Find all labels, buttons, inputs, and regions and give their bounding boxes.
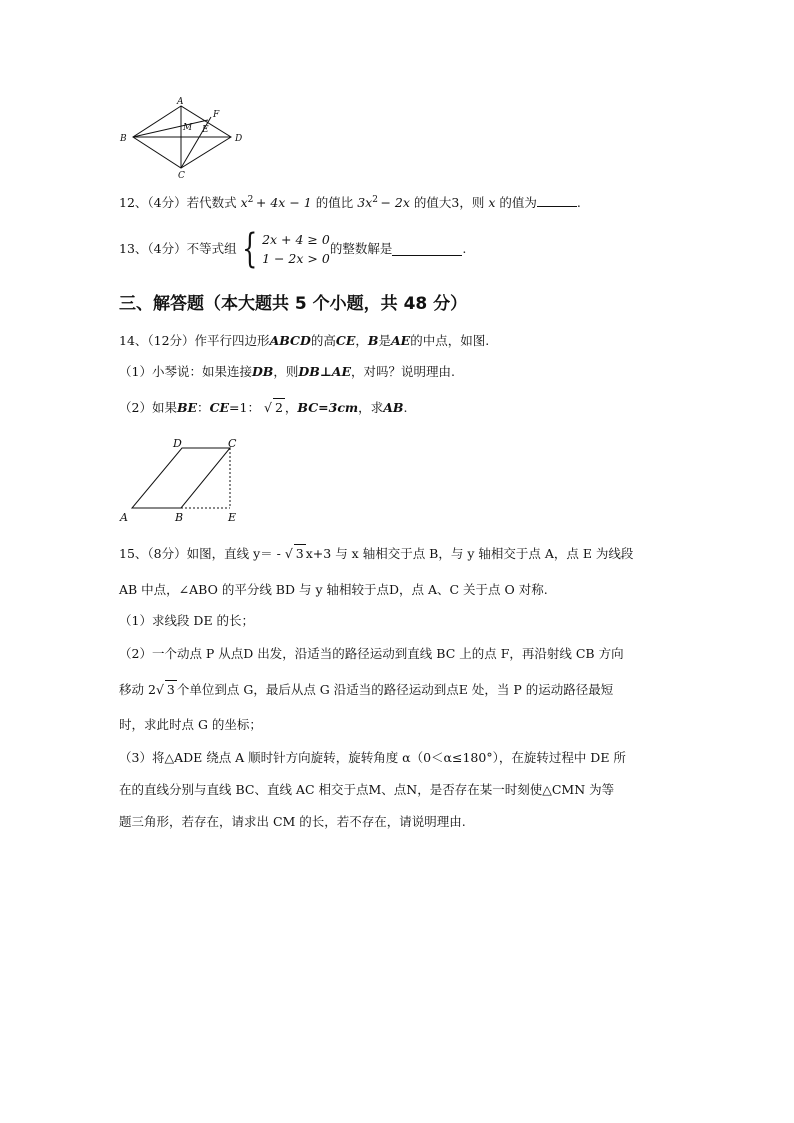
question-15-line-2: AB 中点，∠ABO 的平分线 BD 与 y 轴相较于点D，点 A、C 关于点 O 对称.: [119, 582, 548, 597]
q12-suffix: 的值为: [499, 195, 537, 211]
question-13: 13、（4分）不等式组 { 2x + 4 ≥ 0 1 − 2x > 0 的整数解是 .: [119, 226, 467, 272]
q12-expr2: $3x^2 - 2x$: [357, 195, 410, 211]
inequality-1: 2x + 4 ≥ 0: [262, 232, 330, 247]
label-c: C: [228, 437, 237, 450]
rhombus-figure: [115, 95, 250, 180]
label-c: C: [178, 171, 185, 180]
parallelogram-abcd: [132, 448, 230, 508]
label-a: A: [177, 97, 184, 107]
q13-suffix: 的整数解是: [329, 241, 393, 256]
sqrt-3b: √ 3: [155, 682, 175, 697]
label-f: F: [213, 110, 220, 120]
sqrt-2: √ 2: [263, 400, 283, 415]
q12-var: x: [488, 195, 496, 211]
inequality-system: [262, 230, 330, 268]
parallelogram-figure: [115, 435, 250, 525]
section-heading: 三、解答题（本大题共 5 个小题，共 48 分）: [119, 294, 468, 314]
label-d: D: [173, 437, 182, 450]
q12-prefix: 12、（4分）若代数式: [119, 195, 237, 211]
q12-mid2: 的值大3，则: [413, 195, 485, 211]
segment-bf: [133, 120, 208, 137]
question-15-line-1: 15、（8分）如图，直线 y＝ - √ 3 x+3 与 x 轴相交于点 B，与 y 轴相交于点 A，点 E 为线段: [119, 546, 634, 561]
label-d: D: [235, 134, 243, 144]
label-m: M: [183, 123, 193, 133]
question-15-part2-line-3: 时，求此时点 G 的坐标；: [119, 717, 262, 732]
q13-prefix: 13、（4分）不等式组: [119, 241, 237, 256]
question-15-part3-line-2: 在的直线分别与直线 BC、直线 AC 相交于点M、点N，是否存在某一时刻使△CMN 为等: [119, 782, 615, 797]
question-15-part1: （1）求线段 DE 的长；: [119, 613, 255, 628]
q12-expr1: $x^2 + 4x - 1$: [240, 195, 312, 211]
question-14-part1: （1）小琴说：如果连接DB，则DB⊥AE，对吗？说明理由.: [119, 364, 456, 379]
system-brace: {: [241, 226, 257, 272]
label-e: E: [202, 125, 209, 135]
question-15-part2-line-2: 移动 2√ 3 个单位到点 G，最后从点 G 沿适当的路径运动到点E 处，当 P 的运动路径最短: [119, 682, 614, 697]
label-b: B: [120, 134, 127, 144]
inequality-2: 1 − 2x > 0: [262, 251, 330, 266]
question-15-part2-line-1: （2）一个动点 P 从点D 出发，沿适当的路径运动到直线 BC 上的点 F，再沿射线 CB 方向: [119, 646, 624, 661]
question-15-part3-line-1: （3）将△ADE 绕点 A 顺时针方向旋转，旋转角度 α（0＜α≤180°），在旋转过程中 DE 所: [119, 750, 626, 765]
label-e: E: [228, 511, 237, 524]
q12-mid: 的值比: [315, 195, 354, 211]
sqrt-3: √ 3: [284, 546, 304, 561]
q12-answer-blank[interactable]: [537, 194, 577, 207]
label-b: B: [175, 511, 184, 524]
q13-answer-blank[interactable]: [392, 243, 462, 256]
question-12: 12、（4分）若代数式 $x^2 + 4x - 1$ 的值比 $3x^2 - 2x$ 的值大3，则 x 的值为 .: [119, 195, 581, 211]
question-15-part3-line-3: 题三角形，若存在，请求出 CM 的长，若不存在，请说明理由.: [119, 814, 466, 829]
label-a: A: [120, 511, 128, 524]
question-14-part2: （2）如果BE：CE=1： √ 2 ，BC=3cm，求AB.: [119, 400, 408, 415]
question-14-stem: 14、（12分）作平行四边形ABCD的高CE，B是AE的中点，如图.: [119, 333, 490, 348]
